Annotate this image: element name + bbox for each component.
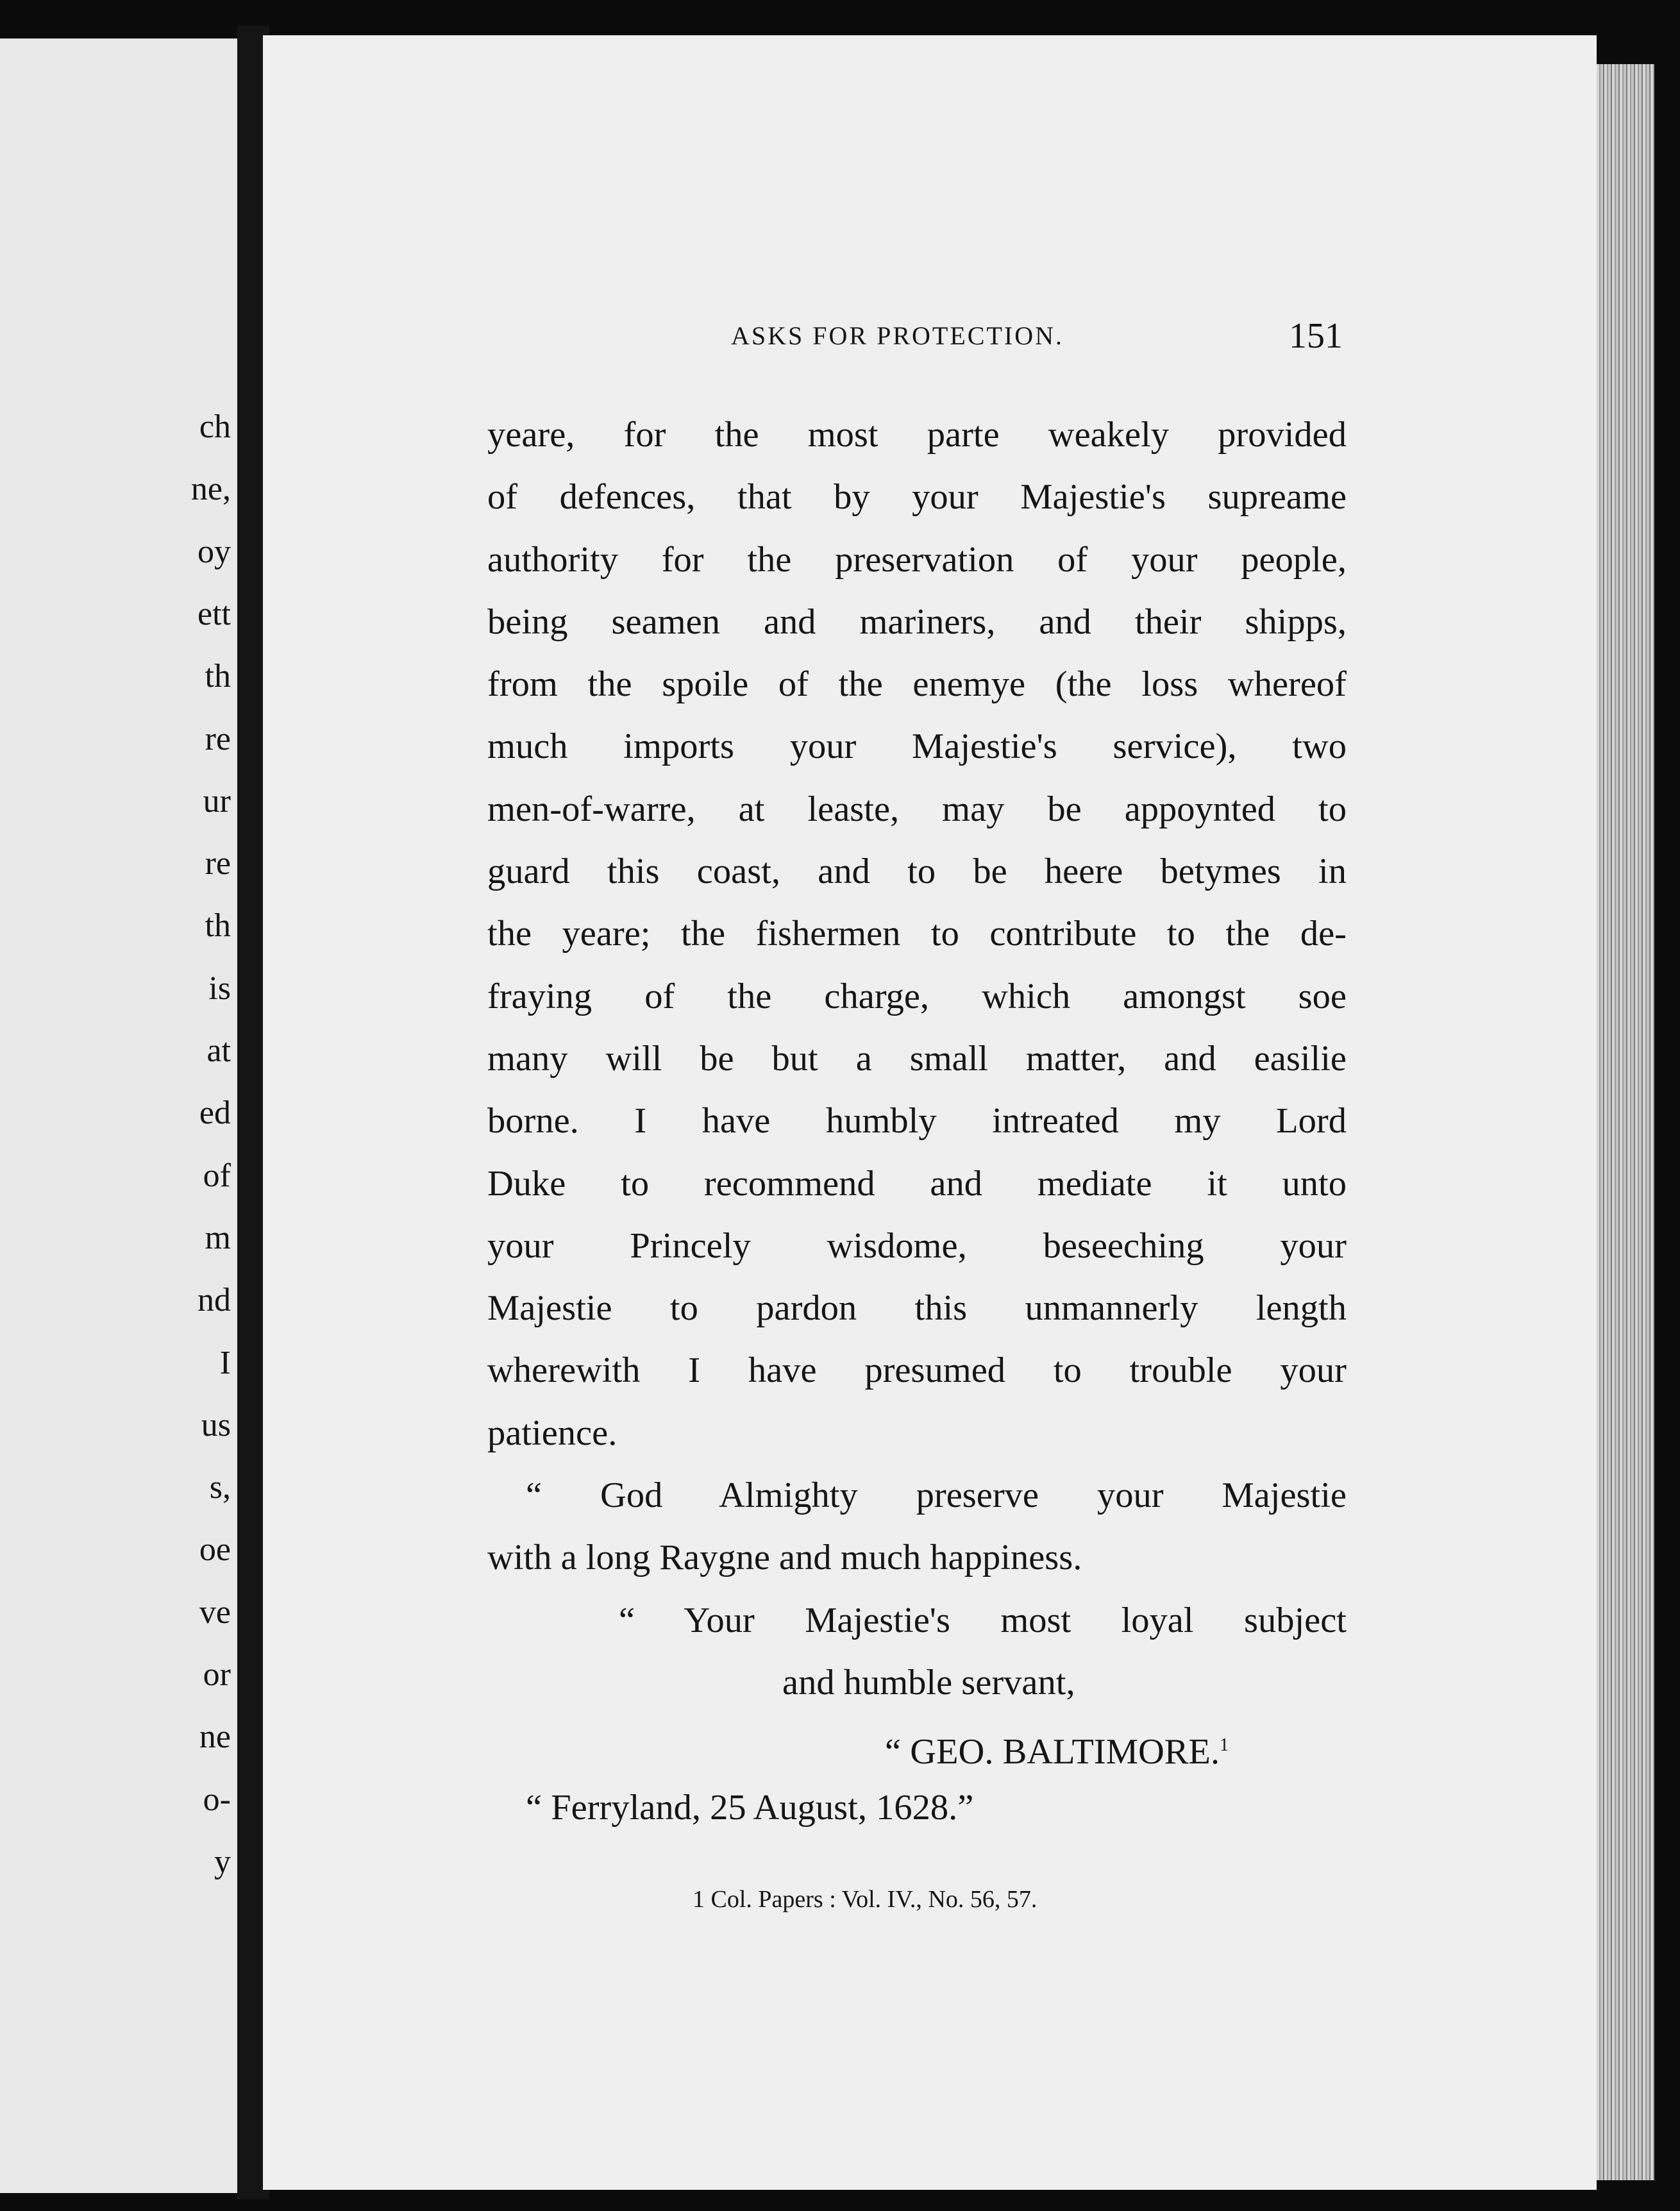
- left-page-fragment: y: [214, 1843, 231, 1880]
- left-page-fragment: ett: [197, 595, 231, 632]
- body-line: fraying of the charge, which amongst soe: [487, 976, 1347, 1016]
- body-line: from the spoile of the enemye (the loss whereof: [487, 664, 1347, 705]
- body-line: Majestie to pardon this unmannerly length: [487, 1288, 1347, 1329]
- signature: [487, 1714, 1347, 1776]
- body-line: your Princely wisdome, beseeching your: [487, 1225, 1347, 1266]
- left-page-fragment: th: [205, 658, 231, 695]
- body-line: men-of-warre, at leaste, may be appoynted to: [487, 789, 1347, 829]
- left-page-fragment: re: [205, 845, 231, 882]
- left-page-fragment: ne: [199, 1719, 231, 1756]
- subscription-line: “ Your Majestie's most loyal subject: [619, 1600, 1347, 1640]
- closing-prayer-line: with a long Raygne and much happiness.: [487, 1538, 1082, 1578]
- body-line: guard this coast, and to be heere betymes in: [487, 852, 1347, 892]
- signature-text: “ GEO. BALTIMORE.: [885, 1732, 1220, 1772]
- body-line: being seamen and mariners, and their shipps,: [487, 601, 1347, 642]
- left-page-fragment: ur: [203, 782, 231, 820]
- left-page-fragment: re: [205, 720, 231, 757]
- left-page-fragment: oe: [199, 1531, 231, 1568]
- left-page-fragment: ne,: [190, 471, 231, 508]
- page-edges: [1597, 64, 1654, 2180]
- body-line: many will be but a small matter, and easilie: [487, 1038, 1347, 1079]
- left-page-fragment: I: [219, 1344, 231, 1381]
- left-page-fragment: ve: [199, 1593, 231, 1631]
- subscription-line: and humble servant,: [782, 1662, 1075, 1702]
- body-line: authority for the preservation of your people,: [487, 539, 1347, 580]
- body-line: wherewith I have presumed to trouble your: [487, 1350, 1347, 1391]
- footnote-marker: 1: [1220, 1735, 1229, 1756]
- left-page-fragment: s,: [209, 1469, 231, 1506]
- letter-body: [487, 404, 1347, 1839]
- left-page-fragment: or: [203, 1656, 231, 1693]
- body-line: patience.: [487, 1413, 617, 1453]
- left-page-fragment: oy: [197, 533, 231, 570]
- running-header: ASKS FOR PROTECTION.: [731, 321, 1064, 350]
- body-line: yeare, for the most parte weakely provided: [487, 415, 1347, 455]
- body-line: of defences, that by your Majestie's supreame: [487, 477, 1347, 517]
- footnote: 1 Col. Papers : Vol. IV., No. 56, 57.: [693, 1886, 1037, 1913]
- left-page-fragment: ch: [199, 408, 231, 445]
- body-line: Duke to recommend and mediate it unto: [487, 1163, 1347, 1204]
- body-line: much imports your Majestie's service), two: [487, 727, 1347, 767]
- page-number: 151: [1289, 316, 1343, 356]
- left-page-fragment: us: [201, 1406, 231, 1443]
- left-page-fragment: at: [206, 1032, 231, 1069]
- left-page-fragment: th: [205, 907, 231, 945]
- left-page-fragment: ed: [199, 1095, 231, 1132]
- body-line: the yeare; the fishermen to contribute to the de-: [487, 914, 1347, 954]
- body-line: borne. I have humbly intreated my Lord: [487, 1101, 1347, 1141]
- closing-prayer-line: “ God Almighty preserve your Majestie: [526, 1475, 1347, 1516]
- left-page-fragment: m: [205, 1219, 231, 1256]
- left-page-fragment: of: [203, 1157, 231, 1194]
- dateline: “ Ferryland, 25 August, 1628.”: [526, 1787, 974, 1828]
- left-page-fragment: o-: [203, 1781, 231, 1818]
- left-page-fragment: is: [208, 970, 231, 1007]
- left-page-fragment: nd: [197, 1282, 231, 1319]
